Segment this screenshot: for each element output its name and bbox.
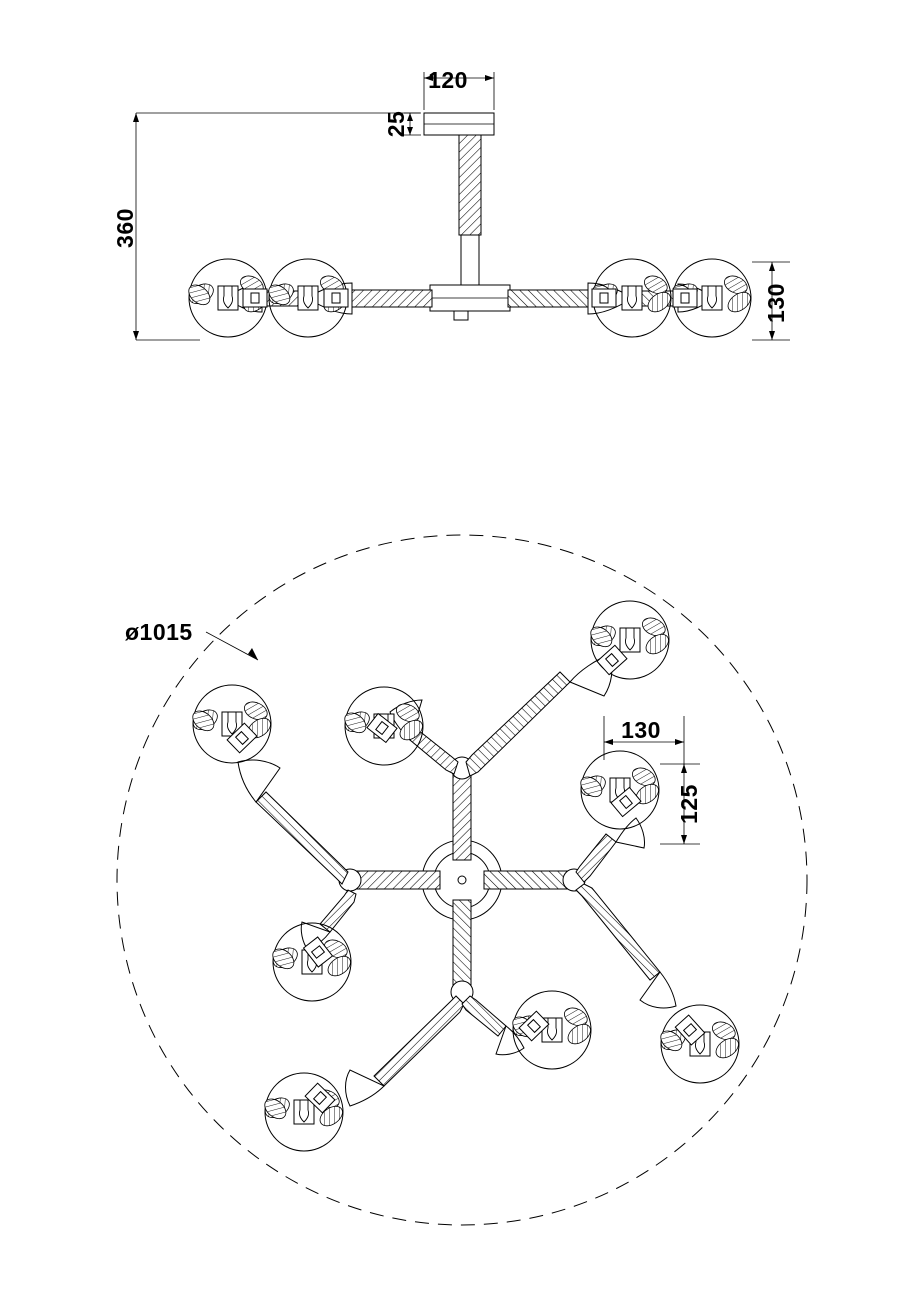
- dimension-overall-diameter: [206, 632, 258, 660]
- socket-front-left-a: [243, 289, 267, 307]
- dim-label-shade-diameter: 130: [621, 717, 661, 743]
- dim-label-shade-depth: 125: [676, 784, 702, 824]
- bulb-plan-5: [577, 751, 662, 829]
- plan-view: [117, 535, 807, 1225]
- plan-branch-down: [346, 996, 525, 1106]
- plan-branch-up: [390, 654, 612, 776]
- dim-label-shade-height: 130: [763, 283, 789, 323]
- dim-label-canopy-width: 120: [428, 67, 468, 93]
- central-hub: [430, 285, 510, 320]
- socket-front-right-a: [592, 289, 616, 307]
- dim-label-canopy-height: 25: [383, 110, 409, 138]
- canopy: [424, 113, 494, 135]
- socket-front-left-b: [324, 289, 348, 307]
- front-elevation-view: [133, 72, 790, 340]
- bulb-plan-6: [657, 1005, 742, 1083]
- bulb-plan-7: [261, 1073, 346, 1151]
- down-rod: [459, 135, 481, 290]
- bulb-plan-3: [189, 685, 274, 763]
- socket-front-right-b: [673, 289, 697, 307]
- dim-label-overall-diameter: ø1015: [125, 619, 193, 645]
- plan-branch-left: [238, 760, 356, 950]
- plan-branch-right: [576, 818, 676, 1008]
- dim-label-overall-height: 360: [112, 208, 138, 248]
